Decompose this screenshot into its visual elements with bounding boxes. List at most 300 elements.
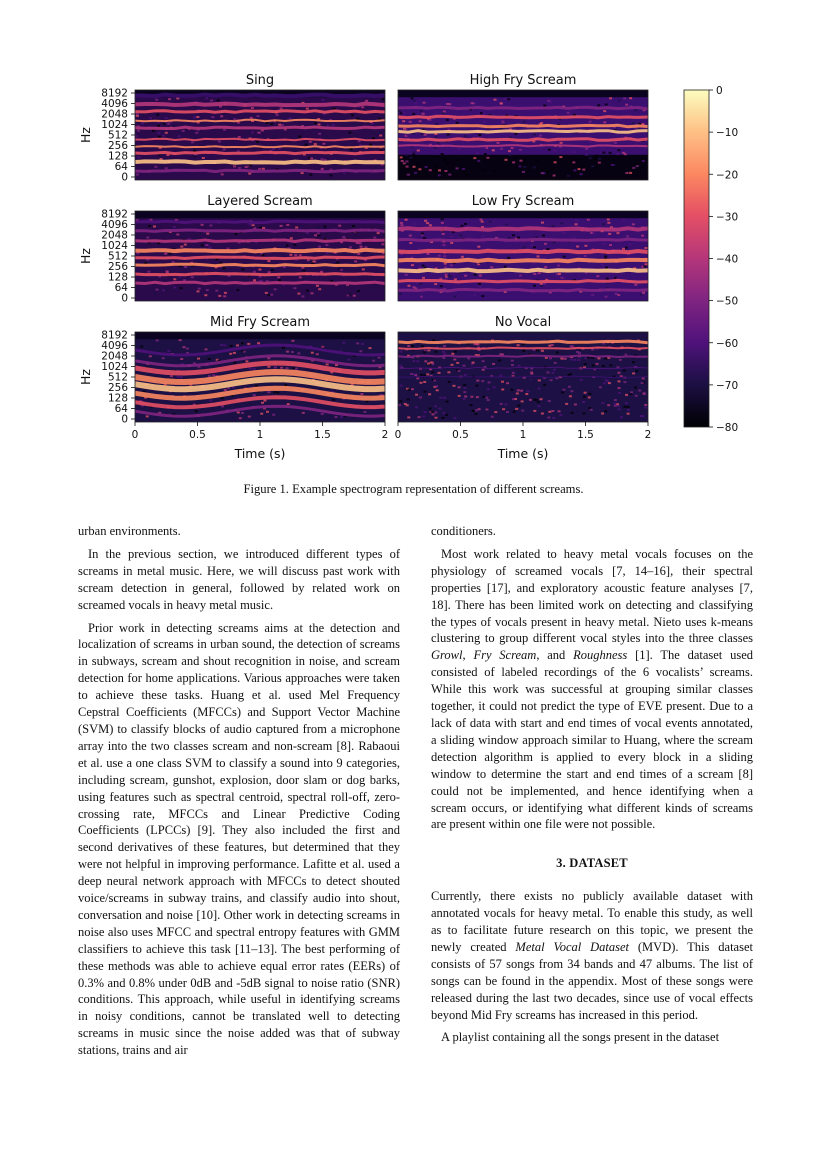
spectrogram-cell bbox=[527, 390, 530, 392]
spectrogram-cell bbox=[354, 124, 357, 126]
spectrogram-cell bbox=[250, 117, 253, 119]
spectrogram-cell bbox=[369, 144, 372, 146]
spectrogram-harmonic-band bbox=[398, 239, 648, 240]
spectrogram-cell bbox=[427, 349, 430, 351]
spectrogram-cell bbox=[414, 102, 417, 104]
y-tick-label: 2048 bbox=[101, 229, 128, 242]
spectrogram-cell bbox=[149, 355, 152, 357]
spectrogram-cell bbox=[293, 287, 296, 289]
spectrogram-cell bbox=[168, 98, 171, 100]
spectrogram-cell bbox=[378, 118, 381, 120]
spectrogram-harmonic-band bbox=[398, 356, 648, 358]
spectrogram-cell bbox=[357, 290, 360, 292]
spectrogram-cell bbox=[205, 244, 208, 246]
spectrogram-cell bbox=[563, 232, 566, 234]
spectrogram-cell bbox=[277, 392, 280, 394]
spectrogram-cell bbox=[356, 242, 359, 244]
spectrogram-cell bbox=[548, 149, 551, 151]
spectrogram-cell bbox=[340, 416, 343, 418]
spectrogram-cell bbox=[221, 173, 224, 175]
spectrogram-cell bbox=[603, 243, 606, 245]
spectrogram-cell bbox=[548, 411, 551, 413]
spectrogram-cell bbox=[205, 348, 208, 350]
spectrogram-cell bbox=[278, 124, 281, 126]
spectrogram-cell bbox=[435, 136, 438, 138]
spectrogram-cell bbox=[416, 360, 419, 362]
spectrogram-cell bbox=[573, 169, 576, 171]
y-axis-label: Hz bbox=[78, 369, 93, 385]
spectrogram-cell bbox=[504, 98, 507, 100]
spectrogram-cell bbox=[630, 391, 633, 393]
spectrogram-harmonic-band bbox=[398, 290, 648, 292]
spectrogram-cell bbox=[617, 232, 620, 234]
spectrogram-cell bbox=[255, 385, 258, 387]
spectrogram-cell bbox=[490, 266, 493, 268]
spectrogram-cell bbox=[415, 406, 418, 408]
spectrogram-cell bbox=[560, 358, 563, 360]
spectrogram-cell bbox=[424, 220, 427, 222]
spectrogram-cell bbox=[302, 270, 305, 272]
spectrogram-cell bbox=[625, 247, 628, 249]
spectrogram-cell bbox=[245, 166, 248, 168]
spectrogram-cell bbox=[580, 173, 583, 175]
spectrogram-harmonic-band bbox=[135, 152, 385, 154]
spectrogram-cell bbox=[379, 135, 382, 137]
spectrogram-cell bbox=[156, 114, 159, 116]
spectrogram-cell bbox=[323, 114, 326, 116]
spectrogram-cell bbox=[239, 417, 242, 419]
spectrogram-harmonic-band bbox=[135, 111, 385, 113]
spectrogram-cell bbox=[492, 344, 495, 346]
spectrogram-cell bbox=[564, 358, 567, 360]
spectrogram-cell bbox=[264, 400, 267, 402]
spectrogram-cell bbox=[434, 405, 437, 407]
spectrogram-cell bbox=[464, 275, 467, 277]
spectrogram-cell bbox=[256, 237, 259, 239]
spectrogram-cell bbox=[201, 224, 204, 226]
spectrogram-cell bbox=[438, 372, 441, 374]
spectrogram-cell bbox=[532, 262, 535, 264]
spectrogram-cell bbox=[535, 236, 538, 238]
spectrogram-cell bbox=[451, 353, 454, 355]
spectrogram-cell bbox=[423, 237, 426, 239]
spectrogram-cell bbox=[441, 384, 444, 386]
spectrogram-cell bbox=[625, 104, 628, 106]
spectrogram-cell bbox=[418, 266, 421, 268]
spectrogram-cell bbox=[302, 278, 305, 280]
spectrogram-cell bbox=[159, 349, 162, 351]
spectrogram-cell bbox=[618, 372, 621, 374]
spectrogram-cell bbox=[186, 287, 189, 289]
spectrogram-harmonic-band bbox=[398, 131, 648, 133]
spectrogram-cell bbox=[484, 366, 487, 368]
spectrogram-cell bbox=[325, 244, 328, 246]
spectrogram-cell bbox=[286, 245, 289, 247]
spectrogram-harmonic-band bbox=[135, 264, 385, 266]
spectrogram-cell bbox=[317, 356, 320, 358]
spectrogram-cell bbox=[406, 134, 409, 136]
spectrogram-cell bbox=[311, 292, 314, 294]
spectrogram-cell bbox=[259, 227, 262, 229]
spectrogram-cell bbox=[424, 411, 427, 413]
spectrogram-cell bbox=[441, 400, 444, 402]
spectrogram-cell bbox=[258, 269, 261, 271]
spectrogram-cell bbox=[643, 265, 646, 267]
text-run: , and bbox=[536, 648, 574, 663]
spectrogram-cell bbox=[638, 390, 641, 392]
spectrogram-cell bbox=[374, 167, 377, 169]
spectrogram-cell bbox=[196, 107, 199, 109]
spectrogram-cell bbox=[575, 395, 578, 397]
spectrogram-cell bbox=[215, 290, 218, 292]
spectrogram-cell bbox=[286, 367, 289, 369]
spectrogram-cell bbox=[238, 136, 241, 138]
spectrogram-cell bbox=[359, 144, 362, 146]
spectrogram-cell bbox=[370, 276, 373, 278]
spectrogram-cell bbox=[625, 394, 628, 396]
spectrogram-cell bbox=[558, 410, 561, 412]
spectrogram-cell bbox=[417, 150, 420, 152]
spectrogram-cell bbox=[416, 163, 419, 165]
spectrogram-cell bbox=[572, 161, 575, 163]
text-run: Currently, there exists no publicly available dataset with annotated vocals for heavy metal. To enable this study, as well as to facilitate future research on this topic, we present the newly created bbox=[431, 889, 753, 954]
spectrogram-cell bbox=[619, 390, 622, 392]
spectrogram-cell bbox=[348, 292, 351, 294]
spectrogram-cell bbox=[550, 379, 553, 381]
spectrogram-cell bbox=[489, 221, 492, 223]
spectrogram-cell bbox=[317, 226, 320, 228]
spectrogram-cell bbox=[482, 396, 485, 398]
spectrogram-cell bbox=[408, 285, 411, 287]
spectrogram-cell bbox=[414, 172, 417, 174]
spectrogram-cell bbox=[176, 234, 179, 236]
spectrogram-cell bbox=[456, 159, 459, 161]
spectrogram-cell bbox=[645, 387, 648, 389]
spectrogram-cell bbox=[189, 268, 192, 270]
spectrogram-cell bbox=[137, 156, 140, 158]
spectrogram-dark-band bbox=[398, 211, 648, 218]
spectrogram-panel-layered bbox=[78, 194, 385, 305]
spectrogram-cell bbox=[451, 364, 454, 366]
spectrogram-cell bbox=[401, 160, 404, 162]
spectrogram-cell bbox=[317, 233, 320, 235]
spectrogram-cell bbox=[584, 255, 587, 257]
spectrogram-cell bbox=[441, 405, 444, 407]
spectrogram-cell bbox=[634, 109, 637, 111]
spectrogram-harmonic-band bbox=[398, 348, 648, 349]
spectrogram-cell bbox=[533, 134, 536, 136]
spectrogram-cell bbox=[513, 404, 516, 406]
spectrogram-cell bbox=[146, 415, 149, 417]
spectrogram-cell bbox=[517, 237, 520, 239]
spectrogram-cell bbox=[422, 415, 425, 417]
y-tick-label: 64 bbox=[114, 403, 128, 415]
spectrogram-cell bbox=[400, 222, 403, 224]
spectrogram-cell bbox=[523, 247, 526, 249]
spectrogram-cell bbox=[320, 158, 323, 160]
spectrogram-cell bbox=[449, 384, 452, 386]
spectrogram-cell bbox=[322, 143, 325, 145]
spectrogram-cell bbox=[512, 234, 515, 236]
spectrogram-cell bbox=[622, 219, 625, 221]
spectrogram-cell bbox=[258, 168, 261, 170]
colorbar-tick-label: 0 bbox=[716, 85, 723, 97]
spectrogram-cell bbox=[458, 395, 461, 397]
y-tick-label: 64 bbox=[114, 161, 128, 173]
spectrogram-cell bbox=[494, 99, 497, 101]
spectrogram-cell bbox=[351, 114, 354, 116]
spectrogram-cell bbox=[507, 385, 510, 387]
spectrogram-cell bbox=[626, 172, 629, 174]
spectrogram-cell bbox=[467, 357, 470, 359]
spectrogram-cell bbox=[534, 292, 537, 294]
spectrogram-cell bbox=[326, 363, 329, 365]
spectrogram-cell bbox=[482, 235, 485, 237]
spectrogram-cell bbox=[482, 369, 485, 371]
spectrogram-cell bbox=[302, 412, 305, 414]
spectrogram-cell bbox=[473, 343, 476, 345]
spectrogram-cell bbox=[236, 289, 239, 291]
y-tick-label: 512 bbox=[107, 129, 128, 142]
spectrogram-cell bbox=[402, 112, 405, 114]
spectrogram-cell bbox=[498, 360, 501, 362]
spectrogram-cell bbox=[592, 365, 595, 367]
spectrogram-cell bbox=[507, 98, 510, 100]
spectrogram-harmonic-band bbox=[135, 240, 385, 242]
spectrogram-cell bbox=[382, 98, 385, 100]
spectrogram-cell bbox=[569, 395, 572, 397]
spectrogram-cell bbox=[443, 159, 446, 161]
spectrogram-cell bbox=[204, 294, 207, 296]
y-tick-label: 4096 bbox=[101, 219, 128, 231]
spectrogram-cell bbox=[273, 391, 276, 393]
spectrogram-cell bbox=[217, 99, 220, 101]
spectrogram-cell bbox=[330, 280, 333, 282]
spectrogram-cell bbox=[591, 165, 594, 167]
spectrogram-cell bbox=[345, 361, 348, 363]
spectrogram-cell bbox=[320, 271, 323, 273]
spectrogram-cell bbox=[356, 342, 359, 344]
spectrogram-cell bbox=[416, 377, 419, 379]
spectrogram-cell bbox=[413, 100, 416, 102]
spectrogram-cell bbox=[456, 362, 459, 364]
spectrogram-cell bbox=[420, 374, 423, 376]
spectrogram-cell bbox=[632, 167, 635, 169]
spectrogram-cell bbox=[540, 285, 543, 287]
spectrogram-cell bbox=[375, 285, 378, 287]
spectrogram-cell bbox=[551, 372, 554, 374]
spectrogram-cell bbox=[505, 224, 508, 226]
spectrogram-cell bbox=[423, 374, 426, 376]
spectrogram-cell bbox=[548, 400, 551, 402]
spectrogram-cell bbox=[190, 402, 193, 404]
spectrogram-cell bbox=[537, 405, 540, 407]
panel-title: Layered Scream bbox=[207, 194, 313, 209]
spectrogram-cell bbox=[407, 416, 410, 418]
spectrogram-cell bbox=[506, 382, 509, 384]
spectrogram-panel-sing bbox=[78, 73, 385, 184]
spectrogram-cell bbox=[421, 233, 424, 235]
spectrogram-cell bbox=[155, 99, 158, 101]
spectrogram-cell bbox=[158, 136, 161, 138]
spectrogram-cell bbox=[336, 262, 339, 264]
paragraph: urban environments. bbox=[78, 524, 181, 538]
spectrogram-cell bbox=[245, 360, 248, 362]
spectrogram-cell bbox=[290, 237, 293, 239]
spectrogram-cell bbox=[195, 410, 198, 412]
spectrogram-cell bbox=[558, 273, 561, 275]
spectrogram-cell bbox=[644, 404, 647, 406]
spectrogram-cell bbox=[404, 129, 407, 131]
spectrogram-cell bbox=[553, 369, 556, 371]
spectrogram-cell bbox=[588, 393, 591, 395]
spectrogram-cell bbox=[546, 171, 549, 173]
spectrogram-cell bbox=[438, 174, 441, 176]
spectrogram-cell bbox=[202, 157, 205, 159]
spectrogram-cell bbox=[444, 370, 447, 372]
spectrogram-panel-low-fry bbox=[398, 194, 648, 301]
spectrogram-cell bbox=[440, 285, 443, 287]
spectrogram-cell bbox=[614, 405, 617, 407]
spectrogram-cell bbox=[596, 275, 599, 277]
spectrogram-cell bbox=[423, 351, 426, 353]
spectrogram-cell bbox=[474, 413, 477, 415]
spectrogram-cell bbox=[453, 385, 456, 387]
spectrogram-cell bbox=[342, 342, 345, 344]
spectrogram-harmonic-band bbox=[398, 145, 648, 147]
spectrogram-cell bbox=[176, 376, 179, 378]
spectrogram-cell bbox=[443, 111, 446, 113]
spectrogram-cell bbox=[180, 287, 183, 289]
spectrogram-cell bbox=[454, 278, 457, 280]
spectrogram-cell bbox=[636, 165, 639, 167]
spectrogram-cell bbox=[223, 344, 226, 346]
spectrogram-cell bbox=[314, 143, 317, 145]
spectrogram-cell bbox=[577, 400, 580, 402]
spectrogram-cell bbox=[411, 264, 414, 266]
spectrogram-cell bbox=[542, 235, 545, 237]
spectrogram-cell bbox=[505, 159, 508, 161]
spectrogram-cell bbox=[471, 102, 474, 104]
y-tick-label: 1024 bbox=[101, 240, 128, 252]
spectrogram-cell bbox=[314, 122, 317, 124]
spectrogram-cell bbox=[257, 342, 260, 344]
spectrogram-cell bbox=[478, 283, 481, 285]
spectrogram-dark-band bbox=[135, 332, 385, 339]
spectrogram-cell bbox=[642, 292, 645, 294]
spectrogram-cell bbox=[419, 379, 422, 381]
spectrogram-cell bbox=[335, 416, 338, 418]
spectrogram-cell bbox=[623, 381, 626, 383]
spectrogram-cell bbox=[241, 412, 244, 414]
x-tick-label: 0.5 bbox=[189, 429, 206, 441]
spectrogram-cell bbox=[491, 416, 494, 418]
spectrogram-cell bbox=[184, 266, 187, 268]
spectrogram-cell bbox=[407, 399, 410, 401]
spectrogram-cell bbox=[357, 253, 360, 255]
spectrogram-cell bbox=[573, 359, 576, 361]
spectrogram-cell bbox=[181, 361, 184, 363]
spectrogram-cell bbox=[325, 233, 328, 235]
spectrogram-cell bbox=[296, 401, 299, 403]
spectrogram-cell bbox=[238, 167, 241, 169]
spectrogram-cell bbox=[424, 391, 427, 393]
spectrogram-cell bbox=[358, 140, 361, 142]
spectrogram-cell bbox=[511, 364, 514, 366]
spectrogram-cell bbox=[156, 339, 159, 341]
paragraph: conditioners. bbox=[431, 524, 496, 538]
spectrogram-cell bbox=[632, 223, 635, 225]
spectrogram-cell bbox=[262, 254, 265, 256]
spectrogram-cell bbox=[533, 246, 536, 248]
spectrogram-cell bbox=[485, 373, 488, 375]
x-tick-label: 0 bbox=[394, 429, 402, 441]
y-tick-label: 512 bbox=[107, 371, 128, 384]
spectrogram-cell bbox=[470, 396, 473, 398]
spectrogram-cell bbox=[501, 381, 504, 383]
spectrogram-cell bbox=[463, 384, 466, 386]
spectrogram-cell bbox=[475, 385, 478, 387]
spectrogram-cell bbox=[306, 108, 309, 110]
spectrogram-cell bbox=[284, 384, 287, 386]
spectrogram-cell bbox=[153, 226, 156, 228]
spectrogram-cell bbox=[249, 165, 252, 167]
spectrogram-cell bbox=[544, 266, 547, 268]
spectrogram-cell bbox=[426, 222, 429, 224]
spectrogram-cell bbox=[623, 370, 626, 372]
panel-title: High Fry Scream bbox=[469, 73, 577, 88]
spectrogram-cell bbox=[223, 295, 226, 297]
spectrogram-cell bbox=[233, 362, 236, 364]
spectrogram-cell bbox=[582, 401, 585, 403]
spectrogram-cell bbox=[321, 99, 324, 101]
spectrogram-cell bbox=[148, 225, 151, 227]
spectrogram-cell bbox=[443, 353, 446, 355]
y-tick-label: 128 bbox=[107, 271, 128, 284]
spectrogram-cell bbox=[453, 296, 456, 298]
spectrogram-cell bbox=[462, 168, 465, 170]
spectrogram-cell bbox=[156, 289, 159, 291]
spectrogram-cell bbox=[412, 360, 415, 362]
spectrogram-panel-high-fry bbox=[398, 73, 648, 180]
spectrogram-cell bbox=[588, 396, 591, 398]
spectrogram-cell bbox=[310, 260, 313, 262]
spectrogram-cell bbox=[516, 378, 519, 380]
spectrogram-cell bbox=[159, 154, 162, 156]
spectrogram-cell bbox=[434, 283, 437, 285]
spectrogram-cell bbox=[262, 168, 265, 170]
spectrogram-cell bbox=[500, 403, 503, 405]
spectrogram-cell bbox=[297, 352, 300, 354]
spectrogram-cell bbox=[195, 235, 198, 237]
spectrogram-cell bbox=[378, 132, 381, 134]
spectrogram-cell bbox=[596, 378, 599, 380]
y-tick-label: 128 bbox=[107, 392, 128, 405]
spectrogram-cell bbox=[258, 132, 261, 134]
spectrogram-cell bbox=[613, 403, 616, 405]
y-tick-label: 256 bbox=[107, 261, 128, 273]
spectrogram-cell bbox=[538, 272, 541, 274]
spectrogram-cell bbox=[141, 122, 144, 124]
spectrogram-cell bbox=[477, 160, 480, 162]
spectrogram-cell bbox=[538, 388, 541, 390]
spectrogram-cell bbox=[282, 347, 285, 349]
spectrogram-cell bbox=[233, 352, 236, 354]
spectrogram-cell bbox=[511, 360, 514, 362]
spectrogram-cell bbox=[560, 222, 563, 224]
spectrogram-cell bbox=[356, 118, 359, 120]
spectrogram-cell bbox=[224, 389, 227, 391]
